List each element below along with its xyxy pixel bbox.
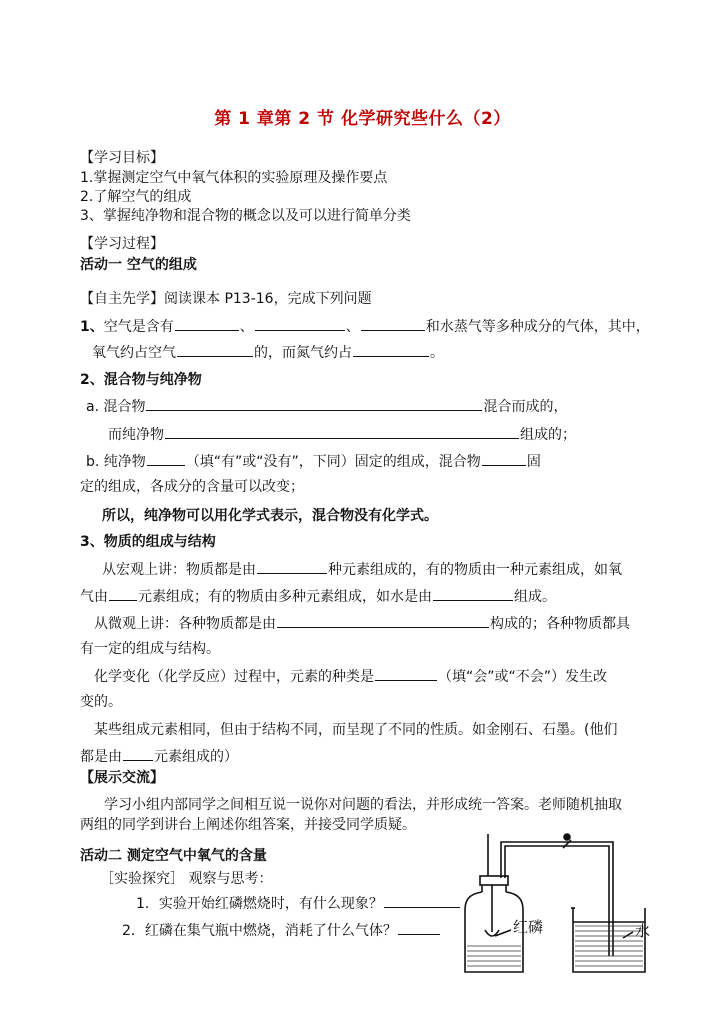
label-red-phosphorus: 红磷 xyxy=(513,918,544,936)
q3-chem-line2: 变的。 xyxy=(80,694,122,710)
q3-heading: 3、物质的组成与结构 xyxy=(80,534,216,550)
explore-label: ［实验探究］ 观察与思考： xyxy=(100,871,273,887)
answer-blank[interactable] xyxy=(384,893,460,908)
exchange-text2: 两组的同学到讲台上阐述你组答案，并接受同学质疑。 xyxy=(80,817,416,833)
q1-num: 1、 xyxy=(80,319,104,335)
q3-macro-b: 种元素组成的，有的物质由一种元素组成，如氧 xyxy=(328,562,622,578)
q2-conclusion: 所以，纯净物可以用化学式表示，混合物没有化学式。 xyxy=(102,508,438,524)
self-study-line xyxy=(80,289,372,309)
q2-b-mid: （填“有”或“没有”，下同）固定的组成，混合物 xyxy=(185,454,481,470)
q3-same-line2 xyxy=(80,746,238,767)
a2-q1-line xyxy=(136,893,461,914)
goal-item-1: 1.掌握测定空气中氧气体积的实验原理及操作要点 xyxy=(80,170,388,186)
q3-macro2-c: 组成。 xyxy=(514,589,556,605)
answer-blank[interactable] xyxy=(277,613,489,628)
a2-q2-line xyxy=(122,920,441,941)
q1-line2 xyxy=(92,342,444,363)
q2-b-line xyxy=(86,451,541,472)
q3-micro-line1 xyxy=(94,613,630,634)
answer-blank[interactable] xyxy=(398,920,440,935)
goal-item-2: 2.了解空气的组成 xyxy=(80,189,192,205)
q2-a-line xyxy=(86,396,567,417)
q2-a-end: 混合而成的， xyxy=(483,399,568,415)
process-heading: 【学习过程】 xyxy=(80,236,164,252)
q3-chem-line1 xyxy=(94,666,607,687)
activity2-heading: 活动二 测定空气中氧气的含量 xyxy=(80,848,267,864)
q2-b-label: b. 纯净物 xyxy=(86,454,146,470)
q3-macro-line2 xyxy=(80,586,556,607)
answer-blank[interactable] xyxy=(255,316,345,331)
answer-blank[interactable] xyxy=(433,586,513,601)
answer-blank[interactable] xyxy=(109,586,137,601)
self-study-tag: 【自主先学】 xyxy=(80,291,164,307)
answer-blank[interactable] xyxy=(123,746,153,761)
answer-blank[interactable] xyxy=(482,451,526,466)
goals-heading: 【学习目标】 xyxy=(80,150,164,166)
exchange-text1: 学习小组内部同学之间相互说一说你对问题的看法，并形成统一答案。老师随机抽取 xyxy=(104,797,622,813)
q1-text-a: 空气是含有 xyxy=(103,319,174,335)
activity1-heading: 活动一 空气的组成 xyxy=(80,257,197,273)
q2-b2-line: 定的组成，各成分的含量可以改变； xyxy=(80,479,304,495)
q3-chem-a: 化学变化（化学反应）过程中，元素的种类是 xyxy=(94,669,374,685)
q3-macro-a: 从宏观上讲：物质都是由 xyxy=(102,562,256,578)
q3-macro-line1 xyxy=(102,559,622,580)
a2-q1-text: 1．实验开始红磷燃烧时，有什么现象？ xyxy=(136,896,383,912)
q3-same2-b: 元素组成的） xyxy=(154,749,238,765)
a2-q2-text: 2．红磷在集气瓶中燃烧，消耗了什么气体？ xyxy=(122,923,397,939)
answer-blank[interactable] xyxy=(375,666,437,681)
answer-blank[interactable] xyxy=(175,316,239,331)
page-title: 第 1 章第 2 节 化学研究些什么（2） xyxy=(214,109,511,129)
q1-text-g: 。 xyxy=(430,345,444,361)
q2-a2-end: 组成的； xyxy=(520,427,576,443)
q3-same-line1: 某些组成元素相同，但由于结构不同，而呈现了不同的性质。如金刚石、石墨。(他们 xyxy=(94,722,618,738)
q1-text-d: 和水蒸气等多种成分的气体，其中， xyxy=(425,319,650,335)
self-study-text: 阅读课本 P13-16，完成下列问题 xyxy=(164,291,372,307)
q3-micro-line2: 有一定的组成与结构。 xyxy=(80,641,220,657)
q1-line1 xyxy=(80,316,650,337)
q3-macro2-b: 元素组成；有的物质由多种元素组成，如水是由 xyxy=(138,589,432,605)
answer-blank[interactable] xyxy=(165,424,519,439)
q3-micro-a: 从微观上讲：各种物质都是由 xyxy=(94,616,276,632)
q3-chem-b: （填“会”或“不会”）发生改 xyxy=(438,669,608,685)
answer-blank[interactable] xyxy=(146,396,482,411)
q1-text-e: 氧气约占空气 xyxy=(92,345,176,361)
answer-blank[interactable] xyxy=(361,316,425,331)
answer-blank[interactable] xyxy=(147,451,185,466)
q3-micro-b: 构成的；各种物质都具 xyxy=(490,616,630,632)
goal-item-3: 3、掌握纯净物和混合物的概念以及可以进行简单分类 xyxy=(80,208,411,224)
label-water: 水 xyxy=(635,922,651,940)
q2-b-end: 固 xyxy=(526,454,541,470)
q1-text-b: 、 xyxy=(239,319,254,335)
q2-a-label: a. 混合物 xyxy=(86,399,146,415)
answer-blank[interactable] xyxy=(353,342,429,357)
q3-same2-a: 都是由 xyxy=(80,749,122,765)
q2-a2-line xyxy=(108,424,576,445)
exchange-heading: 【展示交流】 xyxy=(80,770,164,786)
q2-heading: 2、混合物与纯净物 xyxy=(80,372,202,388)
q1-text-f: 的，而氮气约占 xyxy=(254,345,352,361)
oxygen-apparatus-diagram xyxy=(455,826,665,980)
answer-blank[interactable] xyxy=(177,342,253,357)
answer-blank[interactable] xyxy=(257,559,327,574)
q1-text-c: 、 xyxy=(345,319,360,335)
q2-a2-label: 而纯净物 xyxy=(108,427,164,443)
q3-macro2-a: 气由 xyxy=(80,589,108,605)
